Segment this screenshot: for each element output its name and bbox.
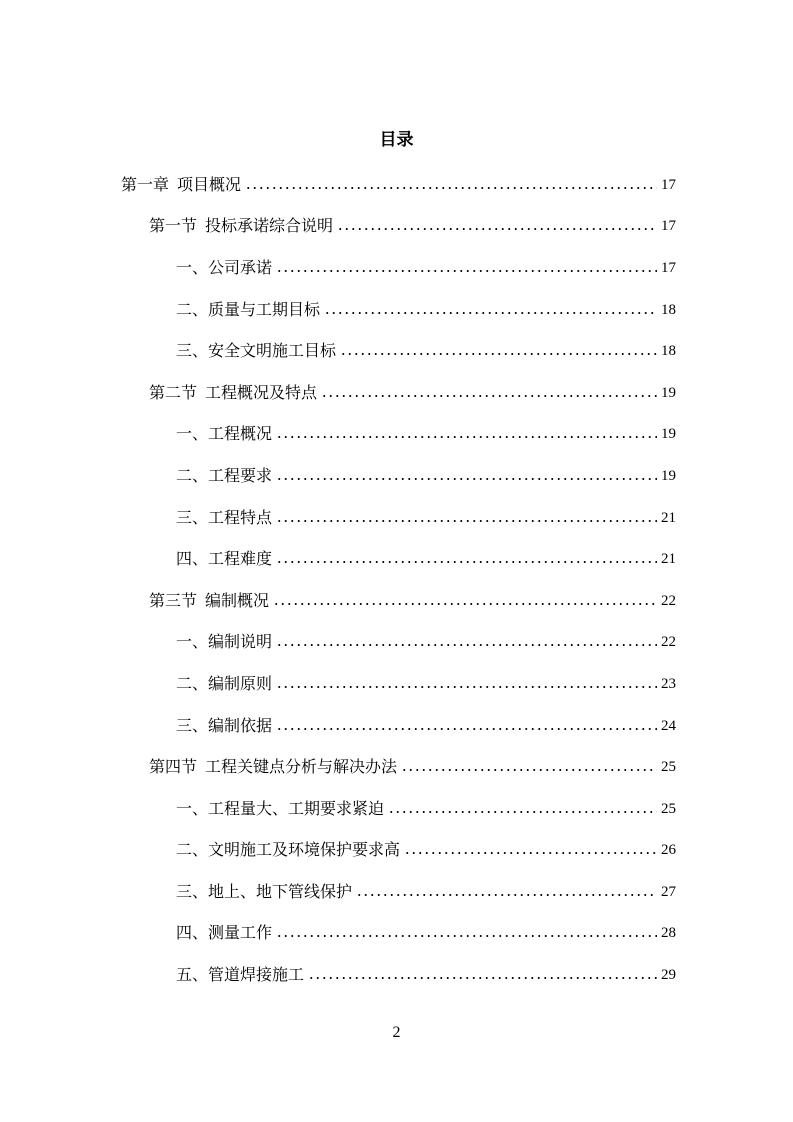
toc-entry-text: 工程难度 (208, 549, 273, 569)
toc-entry-number: 一、 (176, 632, 209, 652)
toc-entry-text: 编制原则 (208, 673, 273, 693)
toc-entry-number: 一、 (176, 424, 209, 444)
toc-entry-number: 第三节 (149, 590, 198, 610)
toc-entry[interactable] (0, 788, 676, 830)
toc-entry-page: 25 (661, 759, 676, 776)
toc-entry-text: 工程概况及特点 (205, 382, 318, 402)
toc-entry[interactable] (0, 705, 676, 747)
toc-entry-text: 测量工作 (208, 923, 273, 943)
toc-dot-leader (340, 352, 657, 356)
toc-entry-number: 三、 (176, 881, 209, 901)
toc-entry-label (149, 756, 397, 778)
toc-entry-label (176, 423, 272, 445)
toc-entry[interactable] (0, 330, 676, 372)
toc-entry-text: 安全文明施工目标 (208, 341, 337, 361)
toc-entry[interactable] (0, 913, 676, 955)
toc-list (0, 164, 793, 996)
toc-entry-text: 工程关键点分析与解决办法 (205, 757, 398, 777)
toc-entry-number: 四、 (176, 549, 209, 569)
toc-entry-page: 25 (661, 800, 676, 817)
toc-entry-page: 17 (661, 176, 676, 193)
toc-entry[interactable] (0, 538, 676, 580)
toc-entry[interactable] (0, 497, 676, 539)
page-number: 2 (392, 1024, 401, 1041)
toc-dot-leader (401, 768, 657, 772)
toc-entry-number: 第二节 (149, 382, 198, 402)
toc-entry-page: 23 (661, 675, 676, 692)
toc-entry-text: 项目概况 (177, 174, 242, 194)
toc-entry-page: 21 (661, 509, 676, 526)
toc-entry-page: 19 (661, 426, 676, 443)
toc-dot-leader (245, 186, 657, 190)
toc-entry-page: 18 (661, 301, 676, 318)
toc-dot-leader (276, 560, 657, 564)
toc-entry-page: 22 (661, 634, 676, 651)
toc-entry[interactable] (0, 830, 676, 872)
toc-entry[interactable] (0, 372, 676, 414)
toc-entry[interactable] (0, 289, 676, 331)
toc-entry[interactable] (0, 206, 676, 248)
toc-entry-number: 第四节 (149, 757, 198, 777)
toc-entry-label (176, 673, 272, 695)
toc-entry[interactable] (0, 954, 676, 996)
toc-entry-page: 18 (661, 343, 676, 360)
toc-dot-leader (276, 477, 657, 481)
toc-dot-leader (388, 810, 657, 814)
toc-entry-page: 27 (661, 883, 676, 900)
toc-dot-leader (356, 893, 657, 897)
toc-entry-text: 公司承诺 (208, 257, 273, 277)
toc-entry-page: 19 (661, 467, 676, 484)
toc-entry[interactable] (0, 871, 676, 913)
toc-entry-text: 工程要求 (208, 465, 273, 485)
toc-entry-label (176, 922, 272, 944)
toc-entry-label (176, 299, 320, 321)
toc-dot-leader (276, 269, 657, 273)
toc-dot-leader (308, 976, 657, 980)
toc-dot-leader (276, 685, 657, 689)
toc-entry-label (121, 174, 241, 196)
toc-entry[interactable] (0, 663, 676, 705)
toc-entry-number: 二、 (176, 840, 209, 860)
toc-entry-label (176, 839, 400, 861)
toc-entry-label (176, 798, 384, 820)
toc-entry[interactable] (0, 414, 676, 456)
toc-entry-label (176, 507, 272, 529)
toc-entry-label (176, 465, 272, 487)
toc-entry-text: 编制说明 (208, 632, 273, 652)
toc-entry-number: 一、 (176, 798, 209, 818)
toc-entry-page: 17 (661, 218, 676, 235)
toc-entry-label (176, 964, 304, 986)
toc-entry-label (176, 715, 272, 737)
toc-entry[interactable] (0, 164, 676, 206)
toc-entry-text: 管道焊接施工 (208, 965, 305, 985)
toc-dot-leader (324, 311, 657, 315)
toc-entry-number: 三、 (176, 341, 209, 361)
toc-entry-text: 工程量大、工期要求紧迫 (208, 798, 385, 818)
toc-title: 目录 (379, 130, 414, 150)
toc-dot-leader (321, 394, 657, 398)
toc-dot-leader (404, 851, 657, 855)
toc-entry-label (176, 548, 272, 570)
toc-entry-text: 工程概况 (208, 424, 273, 444)
toc-dot-leader (276, 519, 657, 523)
toc-entry-number: 第一节 (149, 216, 198, 236)
toc-dot-leader (337, 227, 657, 231)
toc-entry-label (149, 590, 269, 612)
toc-entry-text: 质量与工期目标 (208, 299, 321, 319)
toc-entry-number: 第一章 (121, 174, 170, 194)
toc-entry-text: 工程特点 (208, 507, 273, 527)
toc-entry-number: 一、 (176, 257, 209, 277)
toc-dot-leader (276, 727, 657, 731)
toc-entry-page: 19 (661, 384, 676, 401)
toc-entry-number: 二、 (176, 465, 209, 485)
toc-entry-number: 二、 (176, 299, 209, 319)
toc-dot-leader (273, 602, 657, 606)
toc-entry-page: 28 (661, 925, 676, 942)
toc-entry[interactable] (0, 455, 676, 497)
toc-entry-label (176, 340, 336, 362)
toc-entry-text: 编制概况 (205, 590, 270, 610)
toc-entry[interactable] (0, 622, 676, 664)
toc-entry-text: 文明施工及环境保护要求高 (208, 840, 401, 860)
toc-entry-text: 编制依据 (208, 715, 273, 735)
toc-entry-label (149, 382, 317, 404)
toc-entry-label (176, 881, 352, 903)
toc-entry[interactable] (0, 580, 676, 622)
toc-dot-leader (276, 435, 657, 439)
toc-entry-label (149, 215, 333, 237)
toc-entry[interactable] (0, 746, 676, 788)
toc-entry-page: 17 (661, 259, 676, 276)
toc-entry-number: 三、 (176, 715, 209, 735)
toc-dot-leader (276, 643, 657, 647)
toc-entry-page: 22 (661, 592, 676, 609)
toc-dot-leader (276, 934, 657, 938)
toc-entry-number: 二、 (176, 673, 209, 693)
toc-entry-label (176, 257, 272, 279)
toc-entry-label (176, 631, 272, 653)
toc-entry-number: 五、 (176, 965, 209, 985)
toc-entry-number: 三、 (176, 507, 209, 527)
toc-entry-number: 四、 (176, 923, 209, 943)
toc-entry-text: 地上、地下管线保护 (208, 881, 353, 901)
toc-entry-text: 投标承诺综合说明 (205, 216, 334, 236)
toc-entry-page: 24 (661, 717, 676, 734)
toc-entry-page: 26 (661, 842, 676, 859)
toc-entry-page: 29 (661, 967, 676, 984)
toc-entry-page: 21 (661, 551, 676, 568)
toc-entry[interactable] (0, 247, 676, 289)
